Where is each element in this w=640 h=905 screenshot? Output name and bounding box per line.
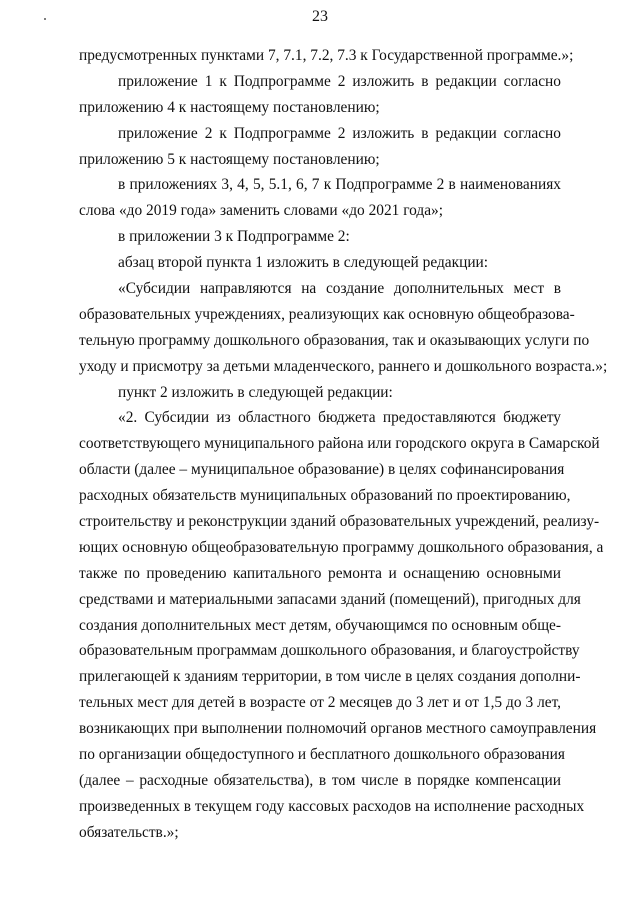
page-number: 23	[312, 8, 328, 25]
text-line: приложение 1 к Подпрограмме 2 изложить в редакции согласно	[118, 72, 561, 90]
text-line: расходных обязательств муниципальных образований по проектированию,	[79, 487, 571, 505]
text-line: приложению 4 к настоящему постановлению;	[79, 98, 380, 116]
text-line: пункт 2 изложить в следующей редакции:	[118, 383, 393, 401]
document-body	[79, 43, 608, 846]
text-line: обязательств.»;	[79, 823, 179, 841]
text-line: «2. Субсидии из областного бюджета предоставляются бюджету	[118, 409, 561, 427]
text-line: приложению 5 к настоящему постановлению;	[79, 150, 380, 168]
text-line: ющих основную общеобразовательную программу дошкольного образования, а	[79, 538, 604, 556]
text-line: образовательных учреждениях, реализующих как основную общеобразова-	[79, 305, 575, 323]
text-line: образовательным программам дошкольного образования, и благоустройству	[79, 642, 580, 660]
text-line: произведенных в текущем году кассовых расходов на исполнение расходных	[79, 797, 585, 815]
text-line: области (далее – муниципальное образование) в целях софинансирования	[79, 461, 565, 479]
text-line: прилегающей к зданиям территории, в том числе в целях создания дополни-	[79, 668, 581, 686]
text-line: тельную программу дошкольного образования, так и оказывающих услуги по	[79, 331, 590, 349]
text-line: «Субсидии направляются на создание дополнительных мест в	[118, 280, 561, 298]
text-line: тельных мест для детей в возрасте от 2 месяцев до 3 лет и от 1,5 до 3 лет,	[79, 694, 561, 712]
text-line: создания дополнительных мест детям, обучающимся по основным обще-	[79, 616, 561, 634]
text-line: в приложении 3 к Подпрограмме 2:	[118, 228, 350, 246]
text-line: средствами и материальными запасами зданий (помещений), пригодных для	[79, 590, 581, 608]
text-line: по организации общедоступного и бесплатного дошкольного образования	[79, 746, 565, 764]
text-line: абзац второй пункта 1 изложить в следующей редакции:	[118, 254, 489, 272]
text-line: возникающих при выполнении полномочий органов местного самоуправления	[79, 720, 597, 738]
text-line: (далее – расходные обязательства), в том числе в порядке компенсации	[79, 771, 561, 789]
text-line: предусмотренных пунктами 7, 7.1, 7.2, 7.3 к Государственной программе.»;	[79, 47, 574, 64]
text-line: строительству и реконструкции зданий образовательных учреждений, реализу-	[79, 513, 600, 531]
text-line: приложение 2 к Подпрограмме 2 изложить в редакции согласно	[118, 124, 561, 142]
text-line: соответствующего муниципального района или городского округа в Самарской	[79, 435, 600, 453]
text-line: также по проведению капитального ремонта и оснащению основными	[79, 564, 561, 582]
text-line: в приложениях 3, 4, 5, 5.1, 6, 7 к Подпрограмме 2 в наименованиях	[118, 176, 561, 194]
text-line: уходу и присмотру за детьми младенческого, раннего и дошкольного возраста.»;	[79, 357, 608, 375]
text-line: слова «до 2019 года» заменить словами «до 2021 года»;	[79, 202, 444, 220]
